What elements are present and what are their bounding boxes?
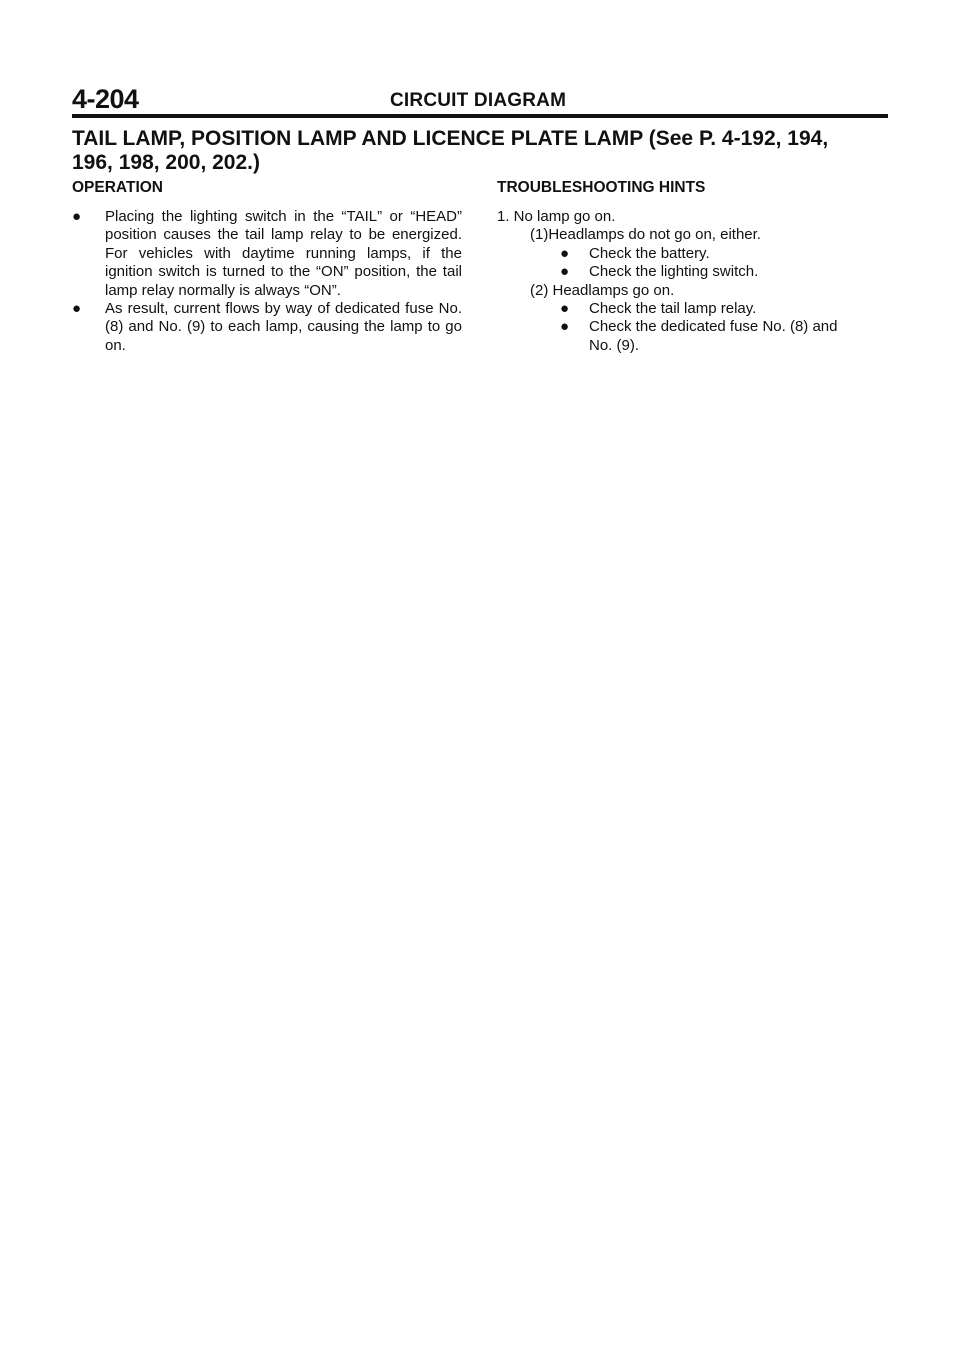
header-rule <box>72 114 888 118</box>
page-number: 4-204 <box>72 84 139 114</box>
hint-check-text: Check the lighting switch. <box>589 263 759 281</box>
page-header <box>72 84 888 116</box>
troubleshooting-heading: TROUBLESHOOTING HINTS <box>497 179 706 196</box>
bullet-icon: ● <box>560 318 570 336</box>
hint-subitem: (2) Headlamps go on. <box>530 281 675 299</box>
operation-item-text: Placing the lighting switch in the “TAIL” or “HEAD” position causes the tail lamp relay to be energized. For vehicles with daytime running lamps, if the ignition switch is turned to the “ON” position, the tail lamp relay normally is always “ON”. <box>105 208 462 299</box>
troubleshooting-section <box>497 178 897 355</box>
hint-check <box>497 318 897 336</box>
operation-heading: OPERATION <box>72 179 163 196</box>
bullet-icon: ● <box>560 244 570 262</box>
document-title: TAIL LAMP, POSITION LAMP AND LICENCE PLATE LAMP (See P. 4-192, 194, 196, 198, 200, 202.) <box>72 127 829 174</box>
hint-check <box>497 300 897 318</box>
bullet-icon: ● <box>560 300 570 318</box>
bullet-icon: ● <box>72 300 82 318</box>
hint-check <box>497 245 897 263</box>
section-title: CIRCUIT DIAGRAM <box>390 90 567 111</box>
operation-list <box>72 208 462 355</box>
hint-check-continuation: No. (9). <box>589 336 640 354</box>
hint-check-text: Check the tail lamp relay. <box>589 300 757 318</box>
hint-check <box>497 263 897 281</box>
operation-item-text: As result, current flows by way of dedicated fuse No. (8) and No. (9) to each lamp, causing the lamp to go on. <box>105 300 462 354</box>
hint-subitem: (1)Headlamps do not go on, either. <box>530 226 761 244</box>
operation-item <box>72 208 462 300</box>
hint-check-text: Check the battery. <box>589 244 710 262</box>
operation-item <box>72 300 462 355</box>
hint-check-text: Check the dedicated fuse No. (8) and <box>589 318 838 336</box>
hint-item: 1. No lamp go on. <box>497 208 616 225</box>
operation-section <box>72 178 462 355</box>
bullet-icon: ● <box>560 263 570 281</box>
bullet-icon: ● <box>72 208 82 225</box>
